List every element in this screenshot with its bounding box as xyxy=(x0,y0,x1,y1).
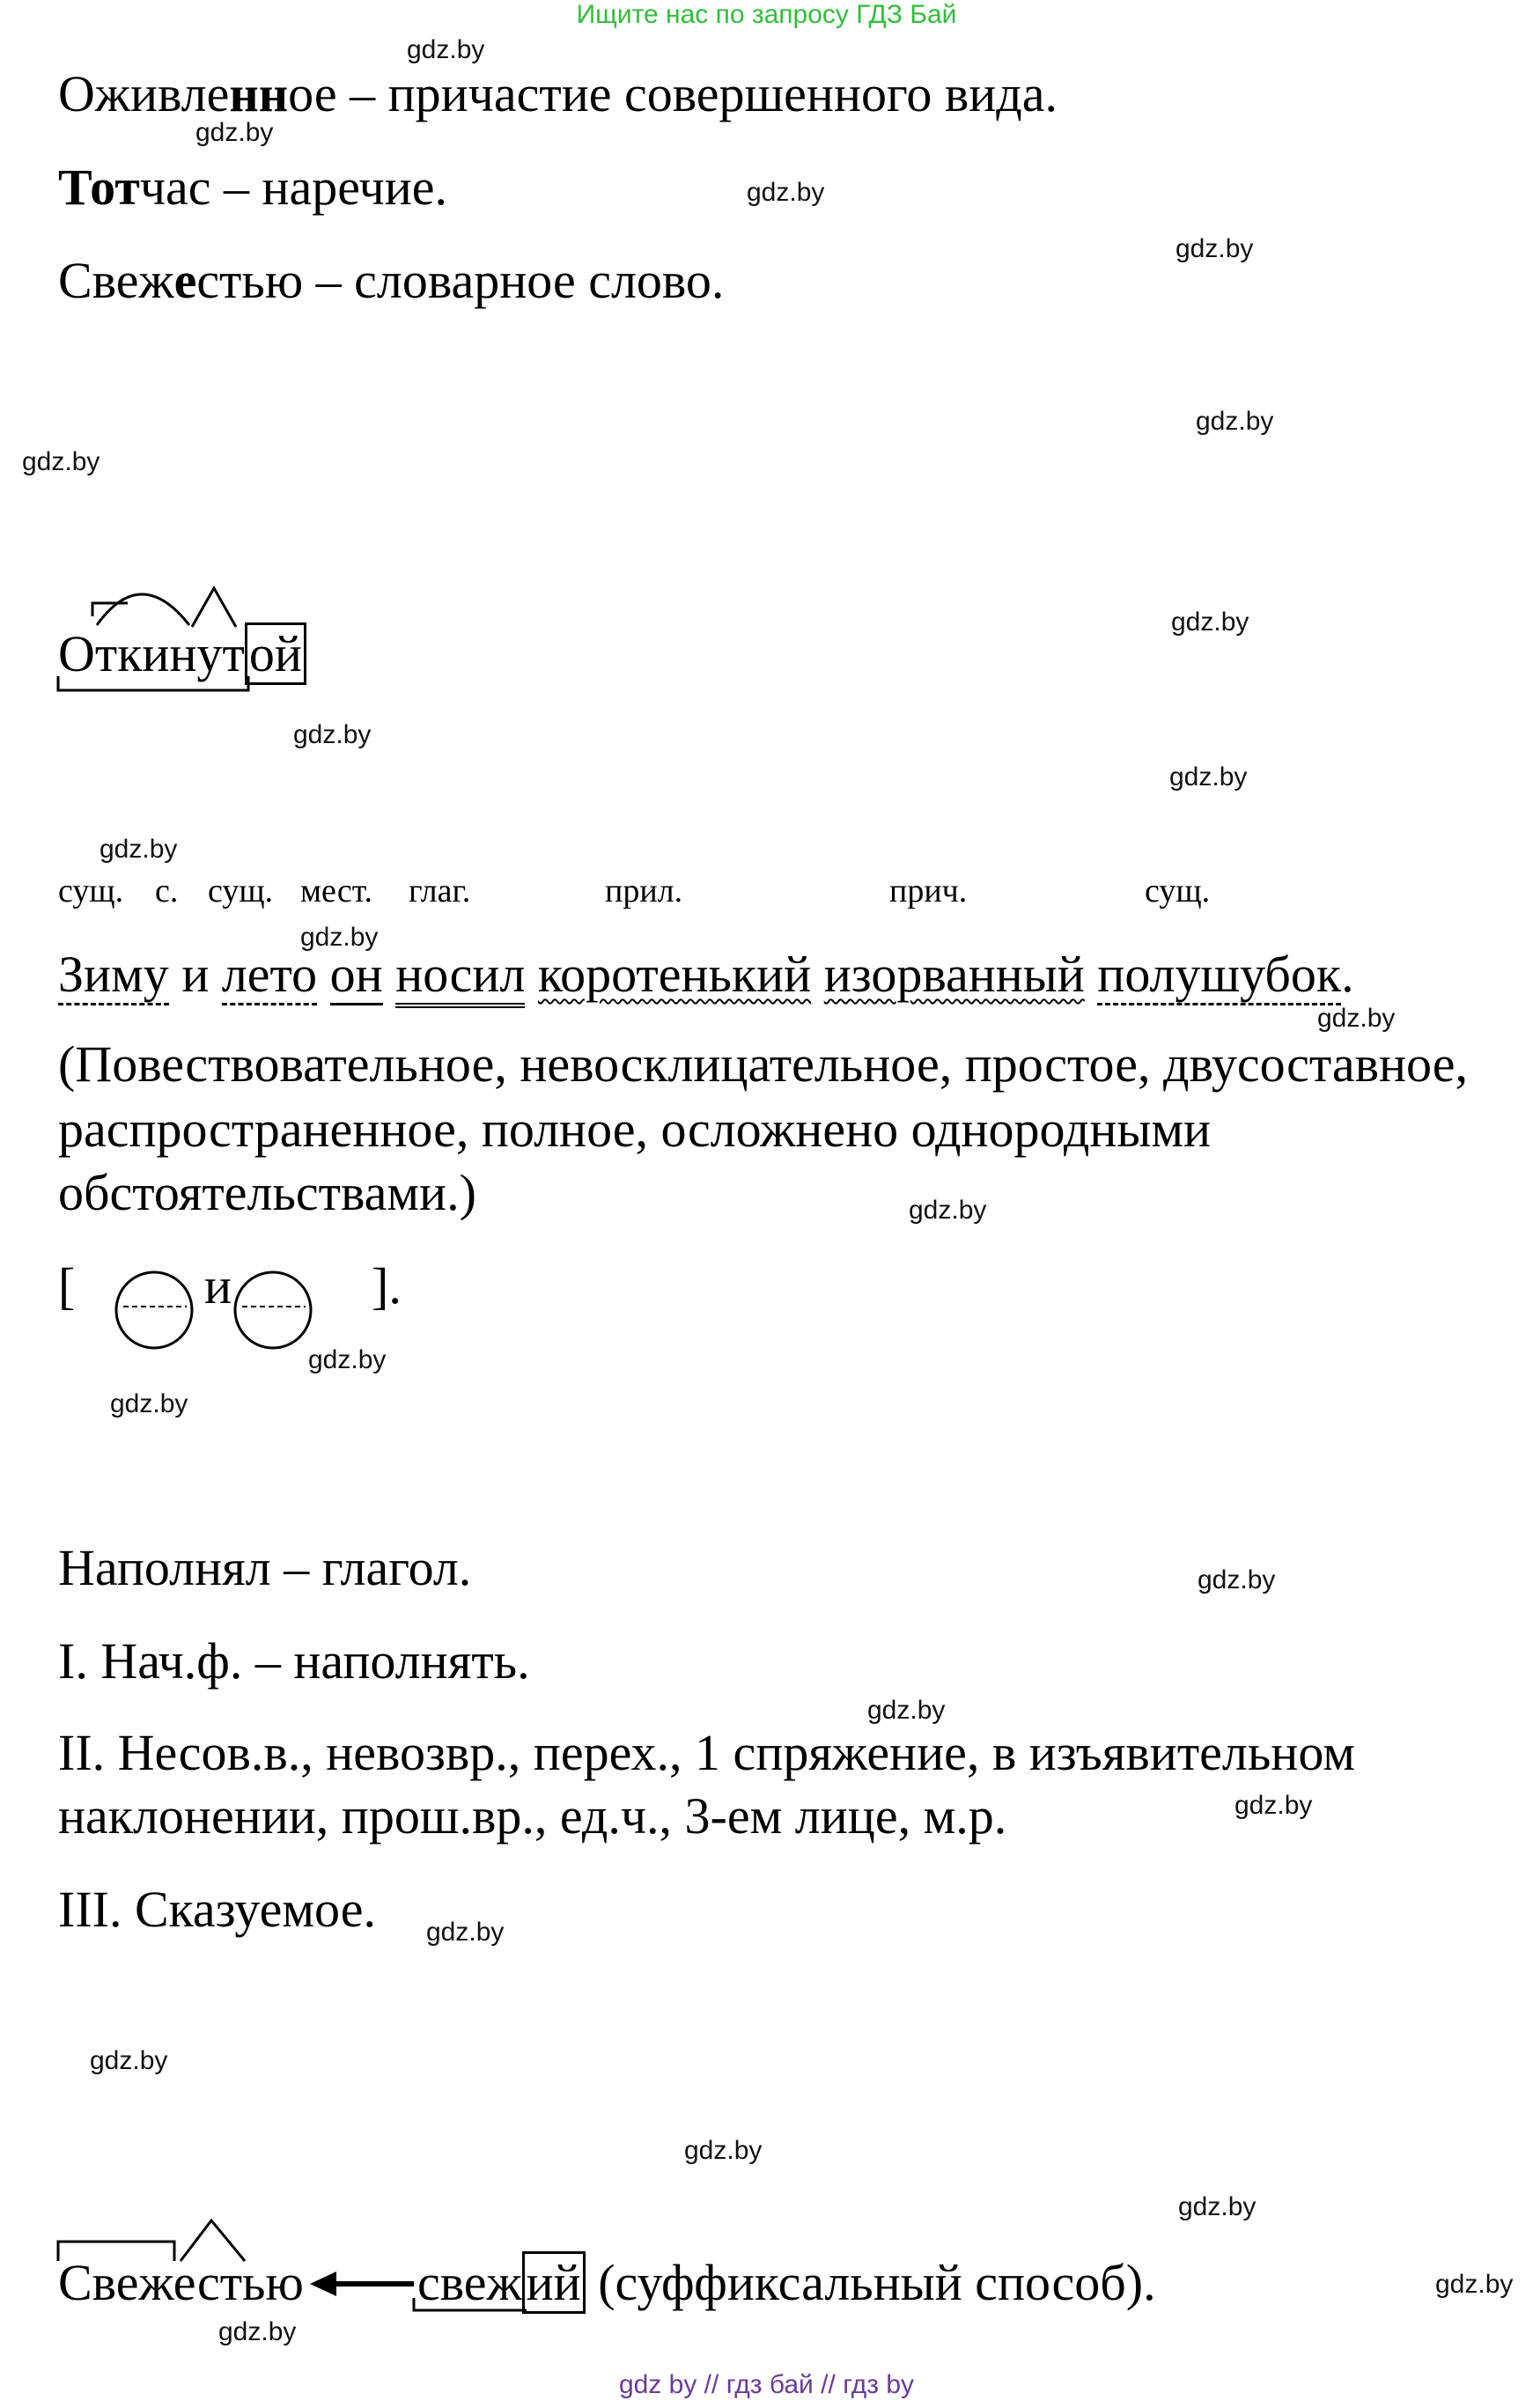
source-word xyxy=(417,2254,1156,2311)
word-leto: лето xyxy=(222,946,317,1005)
watermark: gdz.by xyxy=(90,2046,168,2075)
pos-label: прил. xyxy=(605,873,683,909)
watermark: gdz.by xyxy=(1435,2270,1514,2299)
watermark: gdz.by xyxy=(684,2136,763,2165)
pos-label: сущ. xyxy=(58,873,124,909)
watermark: gdz.by xyxy=(1171,608,1249,637)
description-line-1: (Повествовательное, невосклицательное, простое, двусоставное, xyxy=(58,1035,1469,1093)
word-nosil: носил xyxy=(395,946,525,1008)
watermark: gdz.by xyxy=(1235,1791,1313,1820)
watermark: gdz.by xyxy=(195,118,274,147)
watermark: gdz.by xyxy=(867,1696,946,1725)
analysis-p2a: II. Несов.в., невозвр., перех., 1 спряжение, в изъявительном xyxy=(58,1724,1355,1781)
top-banner[interactable]: Ищите нас по запросу ГДЗ Бай xyxy=(576,0,957,29)
watermark: gdz.by xyxy=(1198,1565,1276,1594)
watermark: gdz.by xyxy=(1196,407,1274,436)
watermark: gdz.by xyxy=(293,720,372,749)
watermark: gdz.by xyxy=(218,2317,297,2346)
word-on: он xyxy=(330,946,383,1005)
word-korotenkiy: коротенький xyxy=(537,946,812,1003)
pos-label: сущ. xyxy=(208,873,274,909)
line1-bold: нн xyxy=(229,65,289,122)
watermark: gdz.by xyxy=(747,178,825,207)
line3-bold: е xyxy=(173,252,197,309)
word-polushubok: полушубок xyxy=(1097,946,1341,1005)
line3-post: стью – словарное слово. xyxy=(196,252,725,309)
sentence-period: . xyxy=(1341,946,1354,1003)
derived-word: Свежестью xyxy=(58,2254,304,2311)
watermark: gdz.by xyxy=(1317,1004,1396,1033)
description-line-3: обстоятельствами.) xyxy=(58,1164,476,1221)
method: (суффиксальный способ). xyxy=(598,2254,1156,2311)
footer-link-gdz-by-2[interactable]: гдз by xyxy=(843,2370,915,2399)
footer-link-gdz-by[interactable]: gdz by xyxy=(618,2370,697,2399)
scheme-open-bracket: [ xyxy=(58,1257,76,1314)
scheme-conjunction: и xyxy=(204,1257,232,1314)
watermark: gdz.by xyxy=(1176,234,1254,263)
line2-post: час – наречие. xyxy=(139,158,448,216)
pos-label: сущ. xyxy=(1145,873,1211,909)
word-zimu: Зиму xyxy=(58,946,169,1005)
arrow-head xyxy=(310,2272,336,2296)
footer-separator: // xyxy=(704,2370,719,2399)
footer-separator: // xyxy=(821,2370,836,2399)
morph-stem: Откинут xyxy=(58,625,245,682)
pos-label: прич. xyxy=(889,873,968,909)
source-stem: свеж xyxy=(417,2254,522,2311)
pos-label: глаг. xyxy=(409,873,471,909)
word-i: и xyxy=(181,946,210,1003)
watermark: gdz.by xyxy=(426,1918,505,1947)
line2-bold: Тот xyxy=(58,158,140,216)
analysis-p1: I. Нач.ф. – наполнять. xyxy=(58,1632,530,1690)
line3-pre: Свеж xyxy=(58,252,174,309)
line1-post: ое – причастие совершенного вида. xyxy=(288,65,1058,122)
watermark: gdz.by xyxy=(300,923,379,952)
bottom-banner xyxy=(0,2370,1533,2400)
watermark: gdz.by xyxy=(110,1389,188,1418)
source-ending: ий xyxy=(522,2251,586,2314)
footer-link-gdz-bay[interactable]: гдз бай xyxy=(726,2370,814,2399)
watermark: gdz.by xyxy=(99,835,178,864)
pos-label: мест. xyxy=(300,873,372,909)
pos-label: с. xyxy=(155,873,179,909)
watermark: gdz.by xyxy=(1169,762,1248,792)
analysis-p2b: наклонении, прош.вр., ед.ч., 3-ем лице, м.р. xyxy=(58,1787,1007,1845)
watermark: gdz.by xyxy=(308,1345,387,1374)
analysis-title: Наполнял – глагол. xyxy=(58,1539,472,1596)
scheme-close-bracket: ]. xyxy=(372,1257,402,1314)
watermark: gdz.by xyxy=(407,35,485,64)
description-line-2: распространенное, полное, осложнено однородными xyxy=(58,1101,1212,1158)
morph-ending: ой xyxy=(245,622,306,685)
watermark: gdz.by xyxy=(1178,2192,1257,2221)
analysis-p3: III. Сказуемое. xyxy=(58,1881,376,1938)
watermark: gdz.by xyxy=(22,447,100,476)
line1-pre: Оживле xyxy=(58,65,230,122)
word-izorvanny: изорванный xyxy=(823,946,1085,1003)
watermark: gdz.by xyxy=(909,1196,987,1225)
